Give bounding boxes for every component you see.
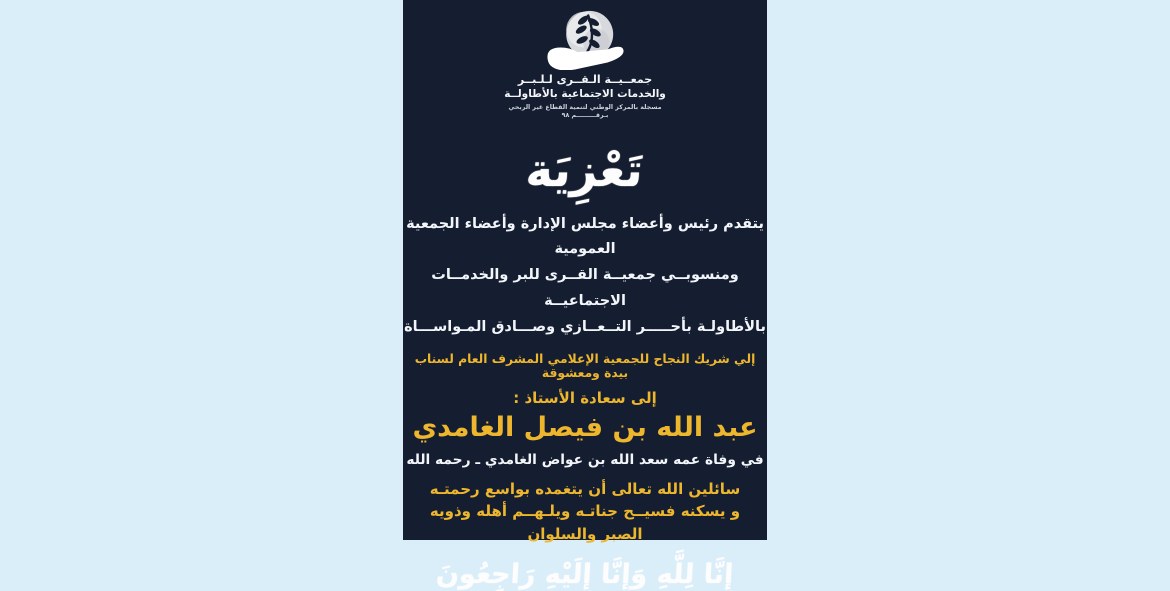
charity-logo — [504, 8, 666, 119]
condolence-title-calligraphy: تَعْزِيَة — [524, 143, 646, 197]
condolence-poster-card — [403, 0, 767, 591]
dedication-line: إلي شريك النجاح للجمعية الإعلامي المشرف العام لسناب بيدة ومعشوقة — [414, 351, 756, 380]
prayer-line: و يسكنه فسيــح جناتـه ويلـهــم أهله وذويه — [429, 502, 741, 521]
hand-holding-sphere-branch-icon — [537, 8, 633, 70]
prayer-line: سائلين الله تعالى أن يتغمده بواسع رحمتـه — [429, 479, 741, 498]
closing-verse-calligraphy: إِنَّا لِلَّهِ وَإِنَّا إِلَيْهِ رَاجِعُونَ — [435, 559, 735, 591]
deceased-line: في وفاة عمه سعد الله بن عواض الغامدي ـ رحمه الله — [406, 451, 764, 468]
condolence-paragraph — [403, 212, 767, 341]
prayer-paragraph — [430, 478, 740, 546]
prayer-line: الصبر والسلوان — [527, 524, 643, 543]
org-name-line2: والخدمات الاجتماعية بالأطاولــة — [504, 88, 666, 100]
org-registration-line1: مسجلة بالمركز الوطني لتنمية القطاع غير الربحي — [508, 104, 662, 111]
honoree-name: عبد الله بن فيصل الغامدي — [412, 411, 758, 443]
condolence-line: يتقدم رئيس وأعضاء مجلس الإدارة وأعضاء الجمعية العمومية — [406, 215, 764, 258]
salutation-line: إلى سعادة الأستاذ : — [513, 388, 657, 407]
condolence-line: ومنسوبــي جمعيــة القــرى للبر والخدمــات الاجتماعيــة — [431, 267, 739, 309]
org-registration-line2: بـرقـــــــــم ٩٨ — [561, 112, 609, 119]
org-name-line1: جمعــيــة الـقــرى لـلـبــر — [517, 73, 653, 86]
condolence-line: بالأطاولـة بأحـــــر التــعــازي وصـــادق المـواســـاة — [404, 318, 766, 335]
